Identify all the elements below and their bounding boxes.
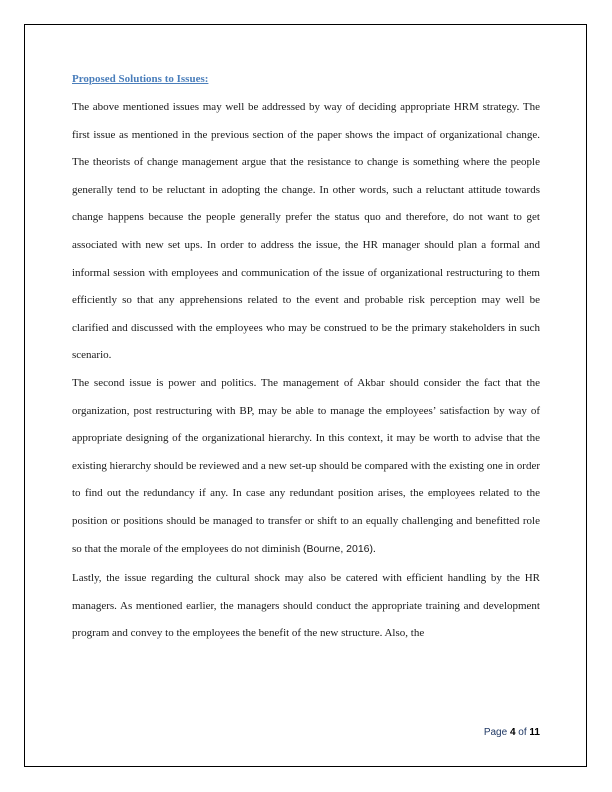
page-number-footer	[484, 727, 540, 738]
paragraph-2	[72, 370, 540, 563]
paragraph-2-text: The second issue is power and politics. The management of Akbar should consider the fact that the organization, post restructuring with BP, may be able to manage the employees’ satisfaction by way of appropriate designing of the organizational hierarchy. In this context, it may be worth to advise that the existing hierarchy should be reviewed and a new set-up should be compared with the existing one in order to find out the redundancy if any. In case any redundant position arises, the employees related to the position or positions should be managed to transfer or shift to an equally challenging and benefitted role so that the morale of the employees do not diminish	[72, 376, 540, 555]
section-heading: Proposed Solutions to Issues:	[72, 73, 209, 85]
footer-current-page: 4	[509, 727, 516, 738]
paragraph-3	[72, 565, 540, 648]
footer-page-word: Page	[483, 727, 508, 738]
paragraph-2-suffix: .	[373, 542, 376, 555]
footer-of-word: of	[518, 727, 527, 738]
paragraph-3-text: Lastly, the issue regarding the cultural shock may also be catered with efficient handling by the HR managers. As mentioned earlier, the managers should conduct the appropriate training and development program and convey to the employees the benefit of the new structure. Also, the	[72, 572, 540, 640]
footer-total-pages: 11	[529, 727, 540, 738]
citation: (Bourne, 2016)	[302, 542, 374, 555]
paragraph-1-text: The above mentioned issues may well be addressed by way of deciding appropriate HRM strategy. The first issue as mentioned in the previous section of the paper shows the impact of organizational change. The theorists of change management argue that the resistance to change is something where the people generally tend to be reluctant in adopting the change. In other words, such a reluctant attitude towards change happens because the people generally prefer the status quo and therefore, do not want to get associated with new set ups. In order to address the issue, the HR manager should plan a formal and informal session with employees and communication of the issue of organizational restructuring to them efficiently so that any apprehensions related to the event and probable risk perception may well be clarified and discussed with the employees who may be construed to be the primary stakeholders in such scenario.	[72, 101, 540, 362]
document-body	[72, 68, 540, 648]
paragraph-1	[72, 94, 540, 370]
